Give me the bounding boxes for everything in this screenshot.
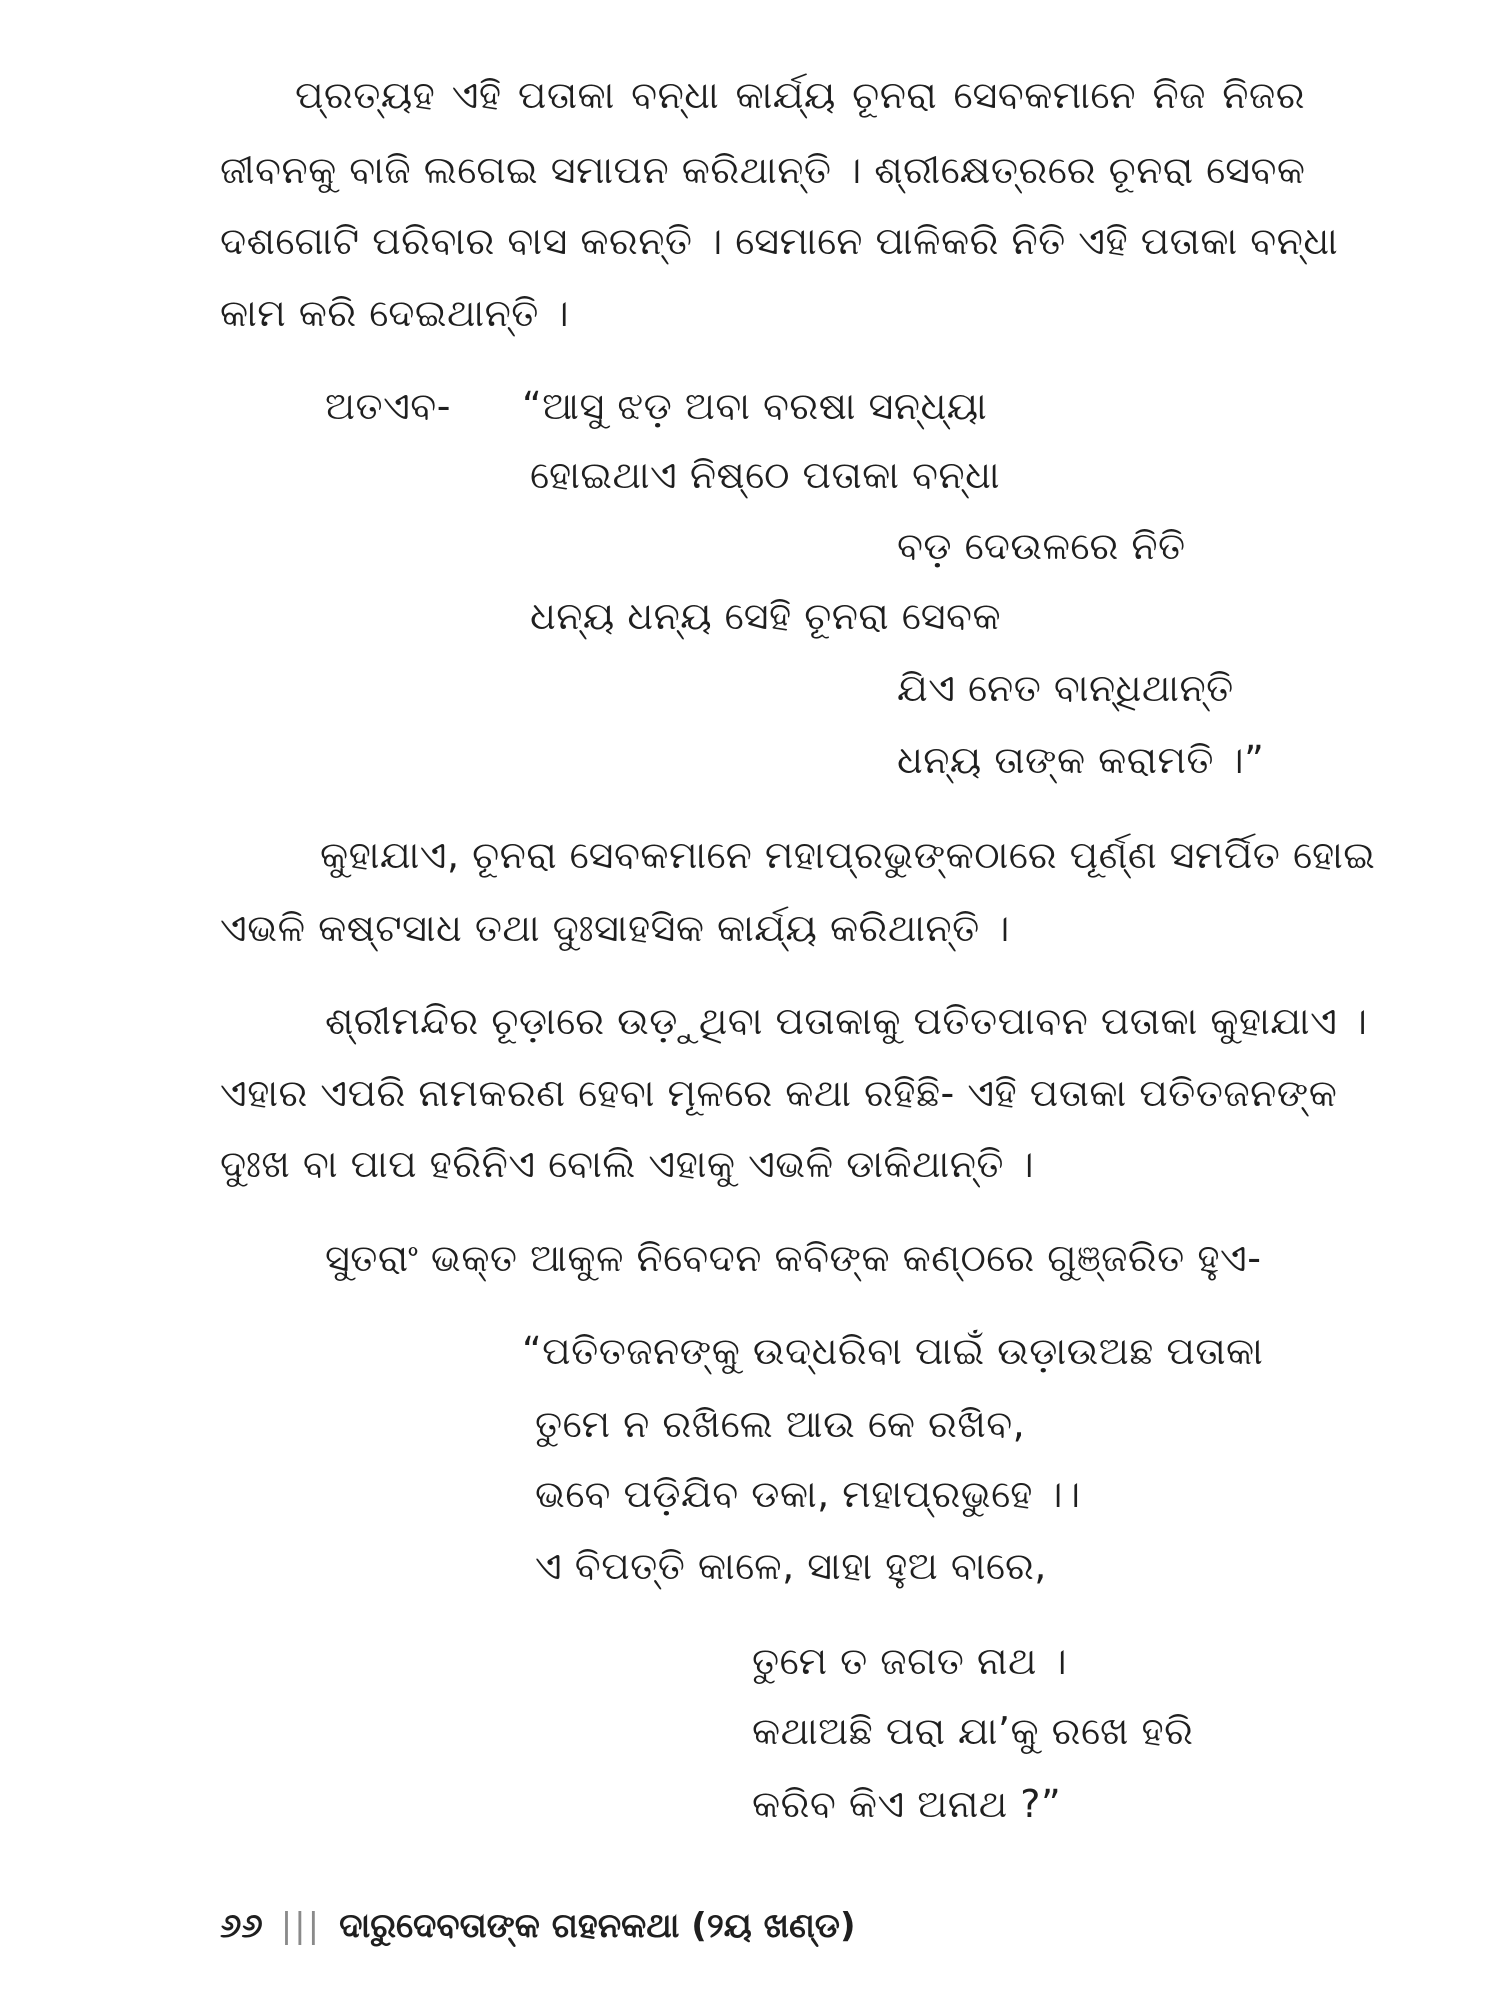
poem1-line-4: ଧନ୍ୟ ଧନ୍ୟ ସେହି ଚୂନରା ସେବକ bbox=[530, 594, 1002, 638]
poem2-line-3: ଭବେ ପଡ଼ିଯିବ ଡକା, ମହାପ୍ରଭୁହେ ।। bbox=[535, 1472, 1081, 1516]
paragraph4-line-1: ସୁତରାଂ ଭକ୍ତ ଆକୁଳ ନିବେଦନ କବିଙ୍କ କଣ୍ଠରେ ଗୁଞ୍ଜରିତ ହୁଏ- bbox=[325, 1236, 1262, 1280]
page-number: ୬୬ bbox=[220, 1906, 263, 1946]
footer-separator: ||| bbox=[280, 1906, 322, 1946]
book-title: ଦାରୁଦେବତାଙ୍କ ଗହନକଥା (୨ୟ ଖଣ୍ଡ) bbox=[339, 1906, 856, 1946]
paragraph3-line-1: ଶ୍ରୀମନ୍ଦିର ଚୂଡ଼ାରେ ଉଡ଼ୁଥିବା ପତାକାକୁ ପତିତପାବନ ପତାକା କୁହାଯାଏ । bbox=[325, 999, 1368, 1043]
paragraph3-line-3: ଦୁଃଖ ବା ପାପ ହରିନିଏ ବୋଲି ଏହାକୁ ଏଭଳି ଡାକିଥାନ୍ତି । bbox=[220, 1142, 1035, 1186]
poem1-line-3: ବଡ଼ ଦେଉଳରେ ନିତି bbox=[897, 524, 1186, 568]
poem1-line-1: “ଆସୁ ଝଡ଼ ଅବା ବରଷା ସନ୍ଧ୍ୟା bbox=[522, 384, 988, 428]
paragraph1-line-4: କାମ କରି ଦେଇଥାନ୍ତି । bbox=[220, 291, 570, 335]
paragraph2-line-1: କୁହାଯାଏ, ଚୂନରା ସେବକମାନେ ମହାପ୍ରଭୁଙ୍କଠାରେ ପୂର୍ଣ୍ଣ ସମର୍ପିତ ହୋଇ bbox=[320, 833, 1376, 877]
poem2-line-1: “ପତିତଜନଙ୍କୁ ଉଦ୍ଧରିବା ପାଇଁ ଉଡ଼ାଉଅଛ ପତାକା bbox=[522, 1329, 1264, 1373]
poem1-line-6: ଧନ୍ୟ ତାଙ୍କ କରାମତି ।” bbox=[897, 738, 1265, 782]
poem1-line-5: ଯିଏ ନେତ ବାନ୍ଧିଥାନ୍ତି bbox=[897, 666, 1234, 710]
paragraph1-line-3: ଦଶଗୋଟି ପରିବାର ବାସ କରନ୍ତି । ସେମାନେ ପାଳିକରି ନିତି ଏହି ପତାକା ବନ୍ଧା bbox=[220, 219, 1339, 263]
paragraph1-line-1: ପ୍ରତ୍ୟହ ଏହି ପତାକା ବନ୍ଧା କାର୍ଯ୍ୟ ଚୂନରା ସେବକମାନେ ନିଜ ନିଜର bbox=[295, 73, 1305, 117]
page-footer bbox=[220, 1904, 856, 1948]
poem2-line-4: ଏ ବିପତ୍ତି କାଳେ, ସାହା ହୁଅ ବାରେ, bbox=[535, 1544, 1047, 1588]
paragraph2-line-2: ଏଭଳି କଷ୍ଟସାଧ ତଥା ଦୁଃସାହସିକ କାର୍ଯ୍ୟ କରିଥାନ୍ତି । bbox=[220, 906, 1010, 950]
poem2-line-7: କରିବ କିଏ ଅନାଥ ?” bbox=[752, 1782, 1062, 1826]
poem2-line-2: ତୁମେ ନ ରଖିଲେ ଆଉ କେ ରଖିବ, bbox=[535, 1402, 1026, 1446]
paragraph1-line-2: ଜୀବନକୁ ବାଜି ଲଗେଇ ସମାପନ କରିଥାନ୍ତି । ଶ୍ରୀକ୍ଷେତ୍ରରେ ଚୂନରା ସେବକ bbox=[220, 148, 1306, 192]
poem1-lead: ଅତଏବ- bbox=[325, 384, 451, 428]
poem2-line-5: ତୁମେ ତ ଜଗତ ନାଥ । bbox=[752, 1639, 1068, 1683]
paragraph3-line-2: ଏହାର ଏପରି ନାମକରଣ ହେବା ମୂଳରେ କଥା ରହିଛି- ଏହି ପତାକା ପତିତଜନଙ୍କ bbox=[220, 1071, 1338, 1115]
poem2-line-6: କଥାଅଛି ପରା ଯା’କୁ ରଖେ ହରି bbox=[752, 1709, 1194, 1753]
poem1-line-2: ହୋଇଥାଏ ନିଷ୍ଠେ ପତାକା ବନ୍ଧା bbox=[530, 453, 1000, 497]
